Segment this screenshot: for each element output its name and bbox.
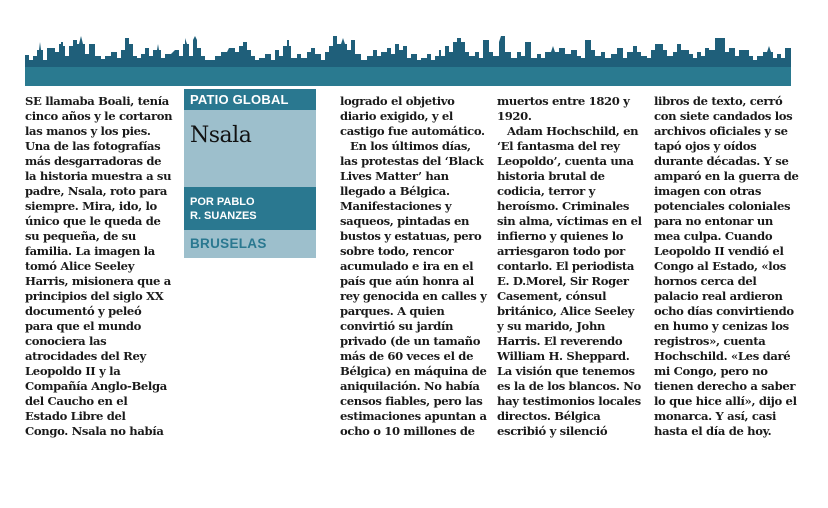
skyline-banner <box>25 36 791 86</box>
article-text-line: bustos y estatuas, pero <box>340 229 482 243</box>
article-text-line: amparó en la guerra de <box>654 169 799 183</box>
article-text-line: para no entonar un <box>654 214 774 228</box>
article-text-line: arriesgaron todo por <box>497 244 625 258</box>
article-text-line: mea culpa. Cuando <box>654 229 773 243</box>
article-text-line: Adam Hochschild, en <box>507 124 639 138</box>
article-text-line: En los últimos días, <box>350 139 471 153</box>
article-text-line: escribió y silenció <box>497 424 608 438</box>
article-text-line: monarca. Y así, casi <box>654 409 777 423</box>
article-text-line: británico, Alice Seeley <box>497 304 635 318</box>
article-text-line: censos fiables, pero las <box>340 394 483 408</box>
article-text-line: SE llamaba Boali, tenía <box>25 94 169 108</box>
article-text-line: E. D.Morel, Sir Roger <box>497 274 629 288</box>
article-text-line: las protestas del ‘Black <box>340 154 484 168</box>
article-text-line: Compañía Anglo-Belga <box>25 379 167 393</box>
article-text-line: durante décadas. Y se <box>654 154 789 168</box>
article-text-line: Congo al Estado, «los <box>654 259 786 273</box>
article-text-line: logrado el objetivo <box>340 94 455 108</box>
article-text-line: Casement, cónsul <box>497 289 607 303</box>
article-text-line: más de 60 veces el de <box>340 349 474 363</box>
article-text-line: William H. Sheppard. <box>497 349 630 363</box>
article-text-line: ocho días convirtiendo <box>654 304 794 318</box>
article-text-line: codicia, terror y <box>497 184 595 198</box>
banner-band <box>25 67 791 86</box>
article-text-line: Harris. El reverendo <box>497 334 623 348</box>
article-text-line: con siete candados los <box>654 109 793 123</box>
article-text-line: Leopoldo II y la <box>25 364 121 378</box>
article-text-line: familia. La imagen la <box>25 244 155 258</box>
article-text-line: mi Congo, pero no <box>654 364 768 378</box>
article-text-line: rey genocida en calles y <box>340 289 487 303</box>
article-column-4 <box>654 94 810 439</box>
article-text-line: muertos entre 1820 y <box>497 94 630 108</box>
byline-line-2: R. SUANZES <box>190 210 257 222</box>
article-text-line: libros de texto, cerró <box>654 94 783 108</box>
article-text-line: Lives Matter’ han <box>340 169 449 183</box>
article-text-line: sin alma, víctimas en el <box>497 214 642 228</box>
article-text-line: ‘El fantasma del rey <box>497 139 620 153</box>
article-text-line: aniquilación. No había <box>340 379 480 393</box>
article-header-box <box>184 89 316 258</box>
article-text-line: palacio real ardieron <box>654 289 783 303</box>
article-text-line: único que le queda de <box>25 214 161 228</box>
article-text-line: principios del siglo XX <box>25 289 164 303</box>
article-text-line: Congo. Nsala no había <box>25 424 164 438</box>
article-text-line: Leopoldo’, cuenta una <box>497 154 634 168</box>
article-text-line: infierno y quienes lo <box>497 229 624 243</box>
article-title: Nsala <box>190 123 252 148</box>
article-text-line: convirtió su jardín <box>340 319 454 333</box>
article-text-line: archivos oficiales y se <box>654 124 788 138</box>
article-text-line: del Caucho en el <box>25 394 128 408</box>
article-text-line: conociera las <box>25 334 107 348</box>
article-text-line: hornos cerca del <box>654 274 757 288</box>
article-text-line: La visión que tenemos <box>497 364 635 378</box>
article-text-line: castigo fue automático. <box>340 124 485 138</box>
article-column-2 <box>340 94 496 439</box>
article-text-line: Manifestaciones y <box>340 199 452 213</box>
article-text-line: saqueos, pintadas en <box>340 214 470 228</box>
article-text-line: atrocidades del Rey <box>25 349 146 363</box>
article-text-line: Leopoldo II vendió el <box>654 244 784 258</box>
article-text-line: tomó Alice Seeley <box>25 259 135 273</box>
article-text-line: las manos y los pies. <box>25 124 151 138</box>
article-text-line: directos. Bélgica <box>497 409 601 423</box>
article-text-line: sobre todo, rencor <box>340 244 454 258</box>
article-text-line: cinco años y le cortaron <box>25 109 173 123</box>
article-text-line: contarlo. El periodista <box>497 259 635 273</box>
article-text-line: estimaciones apuntan a <box>340 409 487 423</box>
article-text-line: parques. A quien <box>340 304 445 318</box>
skyline-illustration <box>25 36 791 86</box>
article-text-line: más desgarradoras de <box>25 154 162 168</box>
article-text-line: y su marido, John <box>497 319 606 333</box>
article-text-line: heroísmo. Criminales <box>497 199 630 213</box>
byline-line-1: POR PABLO <box>190 196 255 208</box>
article-column-1 <box>25 94 181 439</box>
article-text-line: diario exigido, y el <box>340 109 453 123</box>
section-label: PATIO GLOBAL <box>184 89 316 110</box>
article-text-line: en humo y cenizas los <box>654 319 789 333</box>
article-text-line: su pequeña, de su <box>25 229 136 243</box>
article-text-line: Una de las fotografías <box>25 139 161 153</box>
article-text-line: para que el mundo <box>25 319 142 333</box>
article-text-line: Harris, misionera que a <box>25 274 171 288</box>
article-text-line: siempre. Mira, ido, lo <box>25 199 157 213</box>
article-text-line: hasta el día de hoy. <box>654 424 772 438</box>
article-text-line: documentó y peleó <box>25 304 142 318</box>
article-text-line: la historia muestra a su <box>25 169 172 183</box>
dateline-location: BRUSELAS <box>190 236 267 251</box>
article-text-line: ocho o 10 millones de <box>340 424 475 438</box>
article-text-line: tapó ojos y oídos <box>654 139 757 153</box>
article-text-line: privado (de un tamaño <box>340 334 481 348</box>
article-text-line: es la de los blancos. No <box>497 379 641 393</box>
skyline-silhouette <box>25 36 791 66</box>
byline <box>184 187 316 230</box>
article-text-line: llegado a Bélgica. <box>340 184 450 198</box>
article-text-line: lo que hice allí», dijo el <box>654 394 797 408</box>
article-text-line: Hochschild. «Les daré <box>654 349 791 363</box>
article-text-line: padre, Nsala, roto para <box>25 184 168 198</box>
article-text-line: 1920. <box>497 109 532 123</box>
article-column-3 <box>497 94 653 439</box>
article-text-line: Bélgica) en máquina de <box>340 364 487 378</box>
article-text-line: Estado Libre del <box>25 409 126 423</box>
article-text-line: historia brutal de <box>497 169 605 183</box>
article-text-line: potenciales coloniales <box>654 199 791 213</box>
article-text-line: país que aún honra al <box>340 274 474 288</box>
article-text-line: hay testimonios locales <box>497 394 641 408</box>
article-text-line: acumulado e ira en el <box>340 259 474 273</box>
article-text-line: tienen derecho a saber <box>654 379 796 393</box>
article-text-line: imagen con otras <box>654 184 762 198</box>
skyline-base <box>25 65 791 67</box>
article-text-line: registros», cuenta <box>654 334 766 348</box>
